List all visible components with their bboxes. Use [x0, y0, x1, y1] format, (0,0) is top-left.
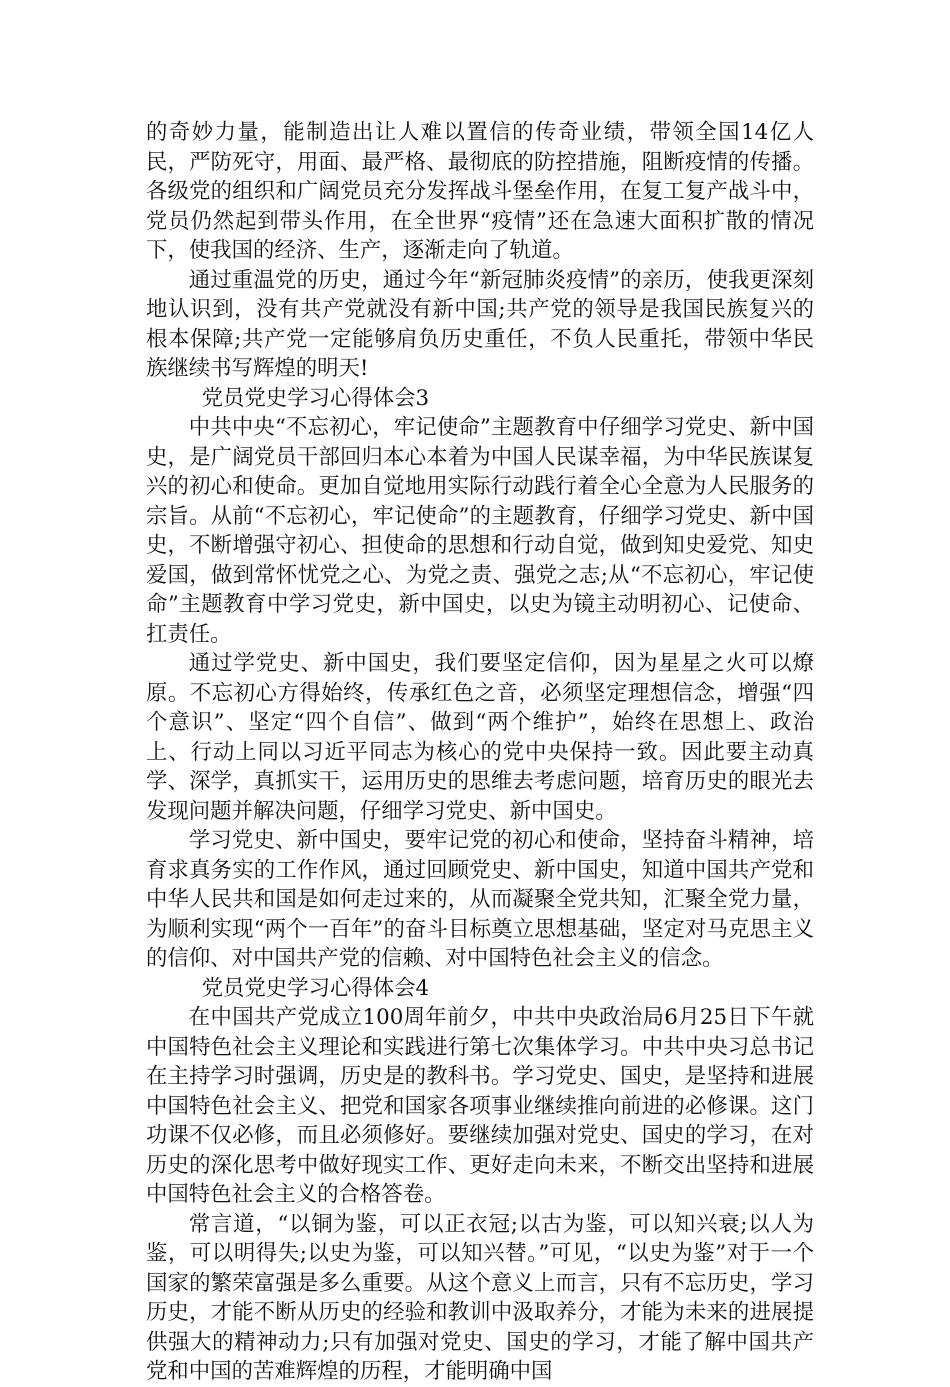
document-page: [146, 118, 814, 1387]
paragraph-1: 的奇妙力量，能制造出让人难以置信的传奇业绩，带领全国14亿人民，严防死守，用面、最严格、最彻底的防控措施，阻断疫情的传播。各级党的组织和广阔党员充分发挥战斗堡垒作用，在复工复产战斗中，党员仍然起到带头作用，在全世界“疫情”还在急速大面积扩散的情况下，使我国的经济、生产，逐渐走向了轨道。: [146, 120, 814, 263]
paragraph-4: 通过学党史、新中国史，我们要坚定信仰，因为星星之火可以燎原。不忘初心方得始终，传承红色之音，必须坚定理想信念，增强“四个意识”、坚定“四个自信”、做到“两个维护”，始终在思想上、政治上、行动上同以习近平同志为核心的党中央保持一致。因此要主动真学、深学，真抓实干，运用历史的思维去考虑问题，培育历史的眼光去发现问题并解决问题，仔细学习党史、新中国史。: [146, 651, 814, 824]
paragraph-6: 在中国共产党成立100周年前夕，中共中央政治局6月25日下午就中国特色社会主义理论和实践进行第七次集体学习。中共中央习总书记在主持学习时强调，历史是的教科书。学习党史、国史，是坚持和进展中国特色社会主义、把党和国家各项事业继续推向前进的必修课。这门功课不仅必修，而且必须修好。要继续加强对党史、国史的学习，在对历史的深化思考中做好现实工作、更好走向未来，不断交出坚持和进展中国特色社会主义的合格答卷。: [146, 1005, 814, 1207]
paragraph-2: 通过重温党的历史，通过今年“新冠肺炎疫情”的亲历，使我更深刻地认识到，没有共产党就没有新中国;共产党的领导是我国民族复兴的根本保障;共产党一定能够肩负历史重任，不负人民重托，带领中华民族继续书写辉煌的明天!: [146, 267, 814, 381]
section-heading-4: 党员党史学习心得体会4: [201, 975, 430, 1001]
section-heading-3: 党员党史学习心得体会3: [201, 385, 430, 411]
paragraph-5: 学习党史、新中国史，要牢记党的初心和使命，坚持奋斗精神，培育求真务实的工作作风，通过回顾党史、新中国史，知道中国共产党和中华人民共和国是如何走过来的，从而凝聚全党共知，汇聚全党力量，为顺利实现“两个一百年”的奋斗目标奠立思想基础，坚定对马克思主义的信仰、对中国共产党的信赖、对中国特色社会主义的信念。: [146, 828, 814, 971]
paragraph-7: 常言道，“以铜为鉴，可以正衣冠;以古为鉴，可以知兴衰;以人为鉴，可以明得失;以史为鉴，可以知兴替。”可见，“以史为鉴”对于一个国家的繁荣富强是多么重要。从这个意义上而言，只有不忘历史，学习历史，才能不断从历史的经验和教训中汲取养分，才能为未来的进展提供强大的精神动力;只有加强对党史、国史的学习，才能了解中国共产党和中国的苦难辉煌的历程，才能明确中国: [146, 1211, 814, 1384]
paragraph-3: 中共中央“不忘初心，牢记使命”主题教育中仔细学习党史、新中国史，是广阔党员干部回归本心本着为中国人民谋幸福，为中华民族谋复兴的初心和使命。更加自觉地用实际行动践行着全心全意为人民服务的宗旨。从前“不忘初心，牢记使命”的主题教育，仔细学习党史、新中国史，不断增强守初心、担使命的思想和行动自觉，做到知史爱党、知史爱国，做到常怀忧党之心、为党之责、强党之志;从“不忘初心，牢记使命”主题教育中学习党史，新中国史，以史为镜主动明初心、记使命、扛责任。: [146, 415, 814, 647]
